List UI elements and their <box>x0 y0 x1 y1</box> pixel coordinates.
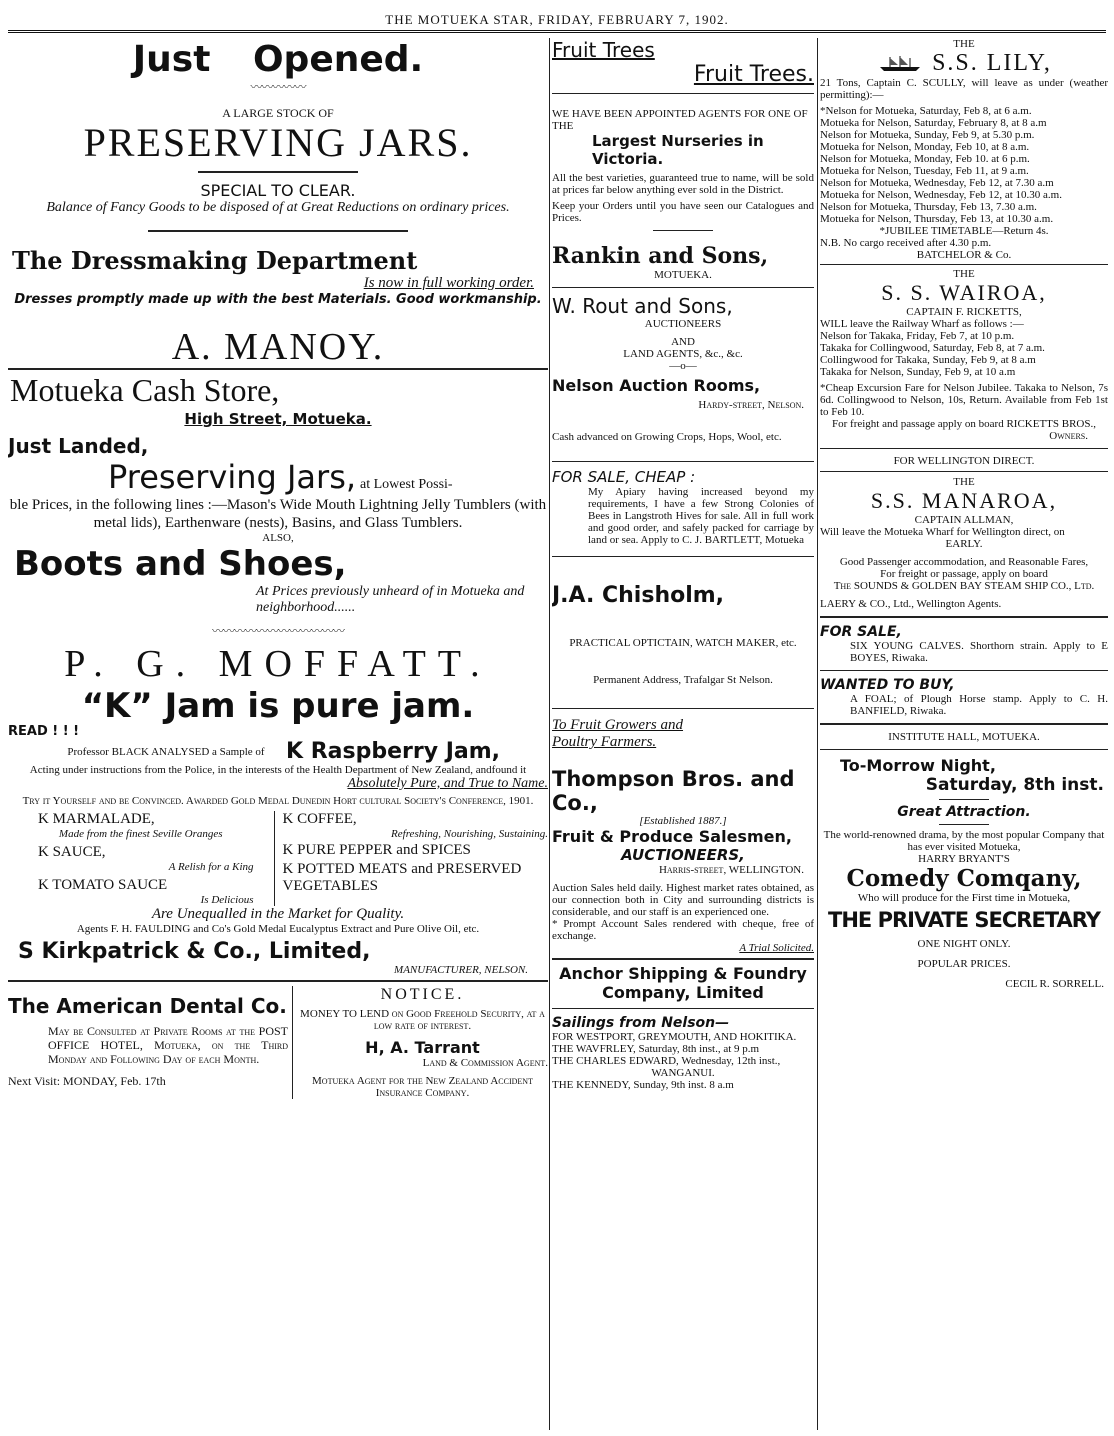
preserving-jars-heading: PRESERVING JARS. <box>83 120 473 165</box>
wanted-text: A FOAL; of Plough Horse stamp. Apply to C. H. BANFIELD, Riwaka. <box>850 693 1108 717</box>
institute-heading: INSTITUTE HALL, MOTUEKA. <box>888 731 1040 743</box>
wanganui-text: WANGANUI. <box>651 1067 715 1079</box>
divider <box>820 616 1108 618</box>
divider <box>820 264 1108 265</box>
divider <box>552 93 814 94</box>
dental-text: May be Consulted at Private Rooms at the POST OFFICE HOTEL, Motueka, on the Third Monday and Following Day of each Month. <box>48 1024 288 1066</box>
prompt-text: * Prompt Account Sales rendered with cheque, free of exchange. <box>552 918 814 942</box>
moffatt-heading: P. G. MOFFATT. <box>64 643 492 685</box>
bottom-row <box>8 986 548 1099</box>
divider <box>552 708 814 709</box>
ornament: 〰〰〰〰〰〰〰〰〰〰〰〰 <box>211 624 344 638</box>
auctioneers-text: AUCTIONEERS <box>644 318 722 330</box>
saturday-heading: Saturday, 8th inst. <box>925 775 1104 795</box>
rankin-sub: MOTUEKA. <box>654 269 712 281</box>
kirkpatrick-sub: MANUFACTURER, NELSON. <box>394 964 528 976</box>
schedule-item: Nelson for Motueka, Thursday, Feb 13, 7.30 a.m. <box>820 201 1037 213</box>
produce-text: Who will produce for the First time in Motueka, <box>857 892 1071 904</box>
manoy-heading: A. MANOY. <box>171 326 385 368</box>
preserving-jars-sub: Preserving Jars, <box>108 458 357 496</box>
column-rule-2 <box>817 38 818 1430</box>
ad-wanted <box>820 677 1108 725</box>
column-middle <box>552 38 814 1430</box>
owners-text: Owners. <box>1049 430 1088 442</box>
world-text: The world-renowned drama, by the most popular Company that has ever visited Motueka, <box>823 829 1105 853</box>
divider <box>552 958 814 960</box>
divider <box>820 471 1108 472</box>
special-text: SPECIAL TO CLEAR. <box>200 181 356 200</box>
sorrell-text: CECIL R. SORRELL. <box>1005 978 1104 990</box>
comedy-heading: Comedy Comqany, <box>846 865 1082 892</box>
schedule-item: Motueka for Nelson, Monday, Feb 10, at 8 a.m. <box>820 141 1030 153</box>
growers-text: To Fruit Growers and <box>552 717 684 733</box>
read-text: READ ! ! ! <box>8 724 80 739</box>
notice-text: MONEY TO LEND on Good Freehold Security, at a low rate of interest. <box>300 1008 545 1032</box>
schedule-item: Motueka for Nelson, Thursday, Feb 13, at 10.30 a.m. <box>820 213 1054 225</box>
divider <box>820 448 1108 449</box>
the-text: THE <box>953 268 975 280</box>
kjam-heading: “K” Jam is pure jam. <box>81 686 475 726</box>
ad-dressmaking <box>8 246 548 308</box>
just-opened-heading: Just Opened. <box>132 39 424 80</box>
divider <box>653 230 713 231</box>
jubilee-text: *JUBILEE TIMETABLE—Return 4s. <box>879 225 1049 237</box>
notice-heading: NOTICE. <box>380 986 465 1003</box>
ad-dental <box>8 986 293 1099</box>
schedule-item: *Nelson for Motueka, Saturday, Feb 8, at 6 a.m. <box>820 105 1032 117</box>
early-text: EARLY. <box>945 538 983 550</box>
allman-text: CAPTAIN ALLMAN, <box>914 514 1014 526</box>
street-text: High Street, Motueka. <box>184 410 372 428</box>
dressmaking-text: Dresses promptly made up with the best Materials. Good workmanship. <box>14 292 542 307</box>
appointed-text: WE HAVE BEEN APPOINTED AGENTS FOR ONE OF THE <box>552 108 808 132</box>
divider <box>148 230 408 232</box>
tarrant-agent: Motueka Agent for the New Zealand Accident Insurance Company. <box>312 1075 533 1099</box>
ad-thompson <box>552 717 814 960</box>
ricketts-text: CAPTAIN F. RICKETTS, <box>906 306 1022 318</box>
k-product: K SAUCE, A Relish for a King <box>38 844 254 873</box>
fruit-trees-heading-2: Fruit Trees. <box>693 62 814 87</box>
divider <box>552 1008 814 1009</box>
tarrant-heading: H, A. Tarrant <box>365 1038 480 1057</box>
hardy-text: Hardy-street, Nelson. <box>698 399 804 411</box>
k-product-list <box>8 811 548 906</box>
large-stock-text: A LARGE STOCK OF <box>222 106 334 120</box>
divider <box>820 749 1108 750</box>
also-text: ALSO, <box>262 532 294 544</box>
fruit-trees-heading: Fruit Trees <box>552 38 655 62</box>
trial-text: A Trial Solicited. <box>739 942 814 954</box>
lily-schedule <box>820 105 1108 225</box>
raspberry-heading: K Raspberry Jam, <box>285 739 501 764</box>
boots-subtitle: At Prices previously unheard of in Motueka and neighborhood...... <box>256 584 525 615</box>
ship-icon <box>876 55 924 73</box>
schedule-item: Nelson for Motueka, Monday, Feb 10. at 6 p.m. <box>820 153 1030 165</box>
try-text: Try it Yourself and be Convinced. Awarded Gold Medal Dunedin Hort cultural Society's Conference, 1901. <box>22 795 534 807</box>
schedule-item: Takaka for Nelson, Sunday, Feb 9, at 10 a.m <box>820 366 1016 378</box>
ad-rout <box>552 294 814 462</box>
schedule-item: Collingwood for Takaka, Sunday, Feb 9, at 8 a.m <box>820 354 1036 366</box>
varieties-text: All the best varieties, guaranteed true to name, will be sold at prices far below anything ever sold in the District. <box>552 172 814 196</box>
tomorrow-heading: To-Morrow Night, <box>840 756 996 775</box>
auction-text: Auction Sales held daily. Highest market rates obtained, as our connection both in City and surrounding districts is considerable, and our staff is an experienced one. <box>552 882 814 918</box>
divider <box>8 980 548 982</box>
sale-text: My Apiary having increased beyond my requirements, I have a few Strong Colonies of Bees in Langstroth Hives for sale. All in full work and good order, and safely packed for carriage by land or sea. Apply to C. J. BARTLETT, Motueka <box>588 486 814 546</box>
sounds-text: The SOUNDS & GOLDEN BAY STEAM SHIP CO., Ltd. <box>833 580 1095 592</box>
ad-wairoa <box>820 268 1108 449</box>
schedule-item: Motueka for Nelson, Saturday, February 8, at 8 a.m <box>820 117 1047 129</box>
divider <box>198 171 358 173</box>
k-product: K PURE PEPPER and SPICES <box>282 842 471 858</box>
for-freight-text: For freight or passage, apply on board <box>880 568 1048 580</box>
schedule-item: Motueka for Nelson, Tuesday, Feb 11, at 9 a.m. <box>820 165 1029 177</box>
anchor-heading: Anchor Shipping & Foundry Company, Limited <box>559 964 807 1002</box>
just-landed-heading: Just Landed, <box>8 434 149 458</box>
ad-manoy <box>8 326 548 636</box>
ad-chisholm <box>552 583 814 709</box>
wairoa-heading: S. S. WAIROA, <box>881 280 1047 305</box>
masthead-rule <box>8 30 1106 33</box>
lily-heading: S.S. LILY, <box>932 50 1052 76</box>
thompson-heading: Thompson Bros. and Co., <box>552 767 795 815</box>
established-text: [Established 1887.] <box>639 815 727 827</box>
rankin-heading: Rankin and Sons, <box>552 243 769 269</box>
wellington-text: FOR WELLINGTON DIRECT. <box>893 455 1035 467</box>
schedule-item: Motueka for Nelson, Wednesday, Feb 12, at 10.30 a.m. <box>820 189 1062 201</box>
auctioneers-heading: AUCTIONEERS, <box>621 846 745 864</box>
ad-anchor <box>552 964 814 1091</box>
calves-text: SIX YOUNG CALVES. Shorthorn strain. Apply to E BOYES, Riwaka. <box>850 640 1108 664</box>
manaroa-heading: S.S. MANAROA, <box>870 488 1058 513</box>
great-attraction: Great Attraction. <box>897 804 1031 820</box>
divider <box>820 670 1108 671</box>
ad-fruit-trees <box>552 38 814 288</box>
k-product: K COFFEE, Refreshing, Nourishing, Sustaining. <box>282 811 548 840</box>
dressmaking-heading: The Dressmaking Department <box>12 246 418 275</box>
nurseries-heading: Largest Nurseries in Victoria. <box>592 132 764 168</box>
preserving-jars-tail: at Lowest Possi- <box>360 477 453 492</box>
wairoa-schedule <box>820 330 1108 378</box>
ad-institute-hall <box>820 731 1108 990</box>
sale-heading: FOR SALE, CHEAP : <box>552 468 696 486</box>
the-text: THE <box>953 38 975 50</box>
calves-heading: FOR SALE, <box>820 624 902 640</box>
agents-text: Agents F. H. FAULDING and Co's Gold Medal Eucalyptus Extract and Pure Olive Oil, etc. <box>76 923 480 935</box>
ad-lily <box>820 38 1108 265</box>
schedule-item: Nelson for Takaka, Friday, Feb 7, at 10 p.m. <box>820 330 1015 342</box>
schedule-item: Nelson for Motueka, Sunday, Feb 9, at 5.30 p.m. <box>820 129 1035 141</box>
rout-heading: W. Rout and Sons, <box>552 294 733 318</box>
good-text: Good Passenger accommodation, and Reasonable Fares, <box>839 556 1089 568</box>
nelson-rooms-heading: Nelson Auction Rooms, <box>552 376 761 395</box>
sailings-heading: Sailings from Nelson— <box>552 1015 730 1031</box>
jars-description: ble Prices, in the following lines :—Mason's Wide Mouth Lightning Jelly Tumblers (with metal lids), Earthenware (nests), Basins, and Glass Tumblers. <box>9 497 547 531</box>
boots-heading: Boots and Shoes, <box>14 544 347 584</box>
kirkpatrick-heading: S Kirkpatrick & Co., Limited, <box>18 939 371 964</box>
divider <box>820 723 1108 725</box>
ornament: 〰〰〰〰〰 <box>250 80 306 94</box>
divider <box>552 287 814 288</box>
freight-text: For freight and passage apply on board RICKETTS BROS., <box>832 418 1096 430</box>
kennedy-text: THE KENNEDY, Sunday, 9th inst. 8 a.m <box>552 1079 734 1091</box>
cash-store-heading: Motueka Cash Store, <box>10 372 280 408</box>
private-secretary-heading: THE PRIVATE SECRETARY <box>828 908 1100 932</box>
divider <box>939 824 989 825</box>
land-agents-text: LAND AGENTS, &c., &c. <box>623 348 743 360</box>
dental-next-visit: Next Visit: MONDAY, Feb. 17th <box>8 1074 166 1088</box>
harris-text: Harris-street, WELLINGTON. <box>658 864 804 876</box>
cash-text: Cash advanced on Growing Crops, Hops, Wool, etc. <box>552 431 782 443</box>
o-separator: —o— <box>669 360 697 372</box>
wairoa-intro: WILL leave the Railway Wharf as follows :— <box>820 318 1024 330</box>
batchelor-text: BATCHELOR & Co. <box>916 249 1012 261</box>
wavfrley-text: THE WAVFRLEY, Saturday, 8th inst., at 9 p.m <box>552 1043 760 1055</box>
manaroa-text: Will leave the Motueka Wharf for Wellington direct, on <box>820 526 1065 538</box>
chisholm-heading: J.A. Chisholm, <box>552 583 725 608</box>
balance-text: Balance of Fancy Goods to be disposed of at Great Reductions on ordinary prices. <box>46 200 510 215</box>
laery-text: LAERY & CO., Ltd., Wellington Agents. <box>820 598 1002 610</box>
ad-manaroa <box>820 455 1108 618</box>
wanted-heading: WANTED TO BUY, <box>820 677 955 693</box>
nb-text: N.B. No cargo received after 4.30 p.m. <box>820 237 992 249</box>
dressmaking-subtitle: Is now in full working order. <box>363 275 534 291</box>
ad-calves <box>820 624 1108 671</box>
column-rule-1 <box>549 38 550 1430</box>
ad-notice <box>293 986 548 1099</box>
divider <box>939 799 989 800</box>
the-text: THE <box>953 476 975 488</box>
column-left <box>8 38 548 1430</box>
tarrant-sub: Land & Commission Agent. <box>422 1057 548 1069</box>
address-text: Permanent Address, Trafalgar St Nelson. <box>593 674 773 686</box>
ad-for-sale-cheap <box>552 468 814 557</box>
popular-text: POPULAR PRICES. <box>917 958 1011 970</box>
cheap-text: *Cheap Excursion Fare for Nelson Jubilee. Takaka to Nelson, 7s 6d. Collingwood to Nelson, 10s, Return. Available from Feb 1st to Feb 10. <box>820 382 1108 418</box>
keep-text: Keep your Orders until you have seen our Catalogues and Prices. <box>552 200 814 224</box>
pure-text: Absolutely Pure, and True to Name. <box>347 776 548 791</box>
for-west-text: FOR WESTPORT, GREYMOUTH, AND HOKITIKA. <box>552 1031 797 1043</box>
k-product: K MARMALADE, Made from the finest Seville Oranges <box>38 811 223 840</box>
schedule-item: Nelson for Motueka, Wednesday, Feb 12, at 7.30 a.m <box>820 177 1054 189</box>
one-night-text: ONE NIGHT ONLY. <box>917 938 1011 950</box>
lily-intro: 21 Tons, Captain C. SCULLY, will leave as under (weather permitting):— <box>820 77 1108 101</box>
k-product: K POTTED MEATS and PRESERVED VEGETABLES <box>282 861 522 894</box>
growers-text-2: Poultry Farmers. <box>552 734 657 750</box>
fruit-produce-heading: Fruit & Produce Salesmen, <box>552 827 792 846</box>
k-product: K TOMATO SAUCE Is Delicious <box>38 877 254 906</box>
prof-text: Professor BLACK ANALYSED a Sample of <box>67 745 265 758</box>
and-text: AND <box>671 336 695 348</box>
column-right <box>820 38 1108 1430</box>
ad-moffatt <box>8 640 548 982</box>
acting-text: Acting under instructions from the Police, in the interests of the Health Department of New Zealand, andfound it <box>29 764 527 776</box>
divider <box>552 461 814 462</box>
ad-just-opened <box>8 38 548 232</box>
masthead: THE MOTUEKA STAR, FRIDAY, FEBRUARY 7, 1902. <box>385 12 729 27</box>
unequalled-text: Are Unequalled in the Market for Quality. <box>151 906 405 922</box>
schedule-item: Takaka for Collingwood, Saturday, Feb 8, at 7 a.m. <box>820 342 1045 354</box>
bryant-text: HARRY BRYANT'S <box>918 853 1010 865</box>
optician-text: PRACTICAL OPTICTAIN, WATCH MAKER, etc. <box>569 637 797 649</box>
dental-heading: The American Dental Co. <box>8 994 287 1018</box>
divider <box>552 556 814 557</box>
charles-text: THE CHARLES EDWARD, Wednesday, 12th inst., <box>552 1055 781 1067</box>
